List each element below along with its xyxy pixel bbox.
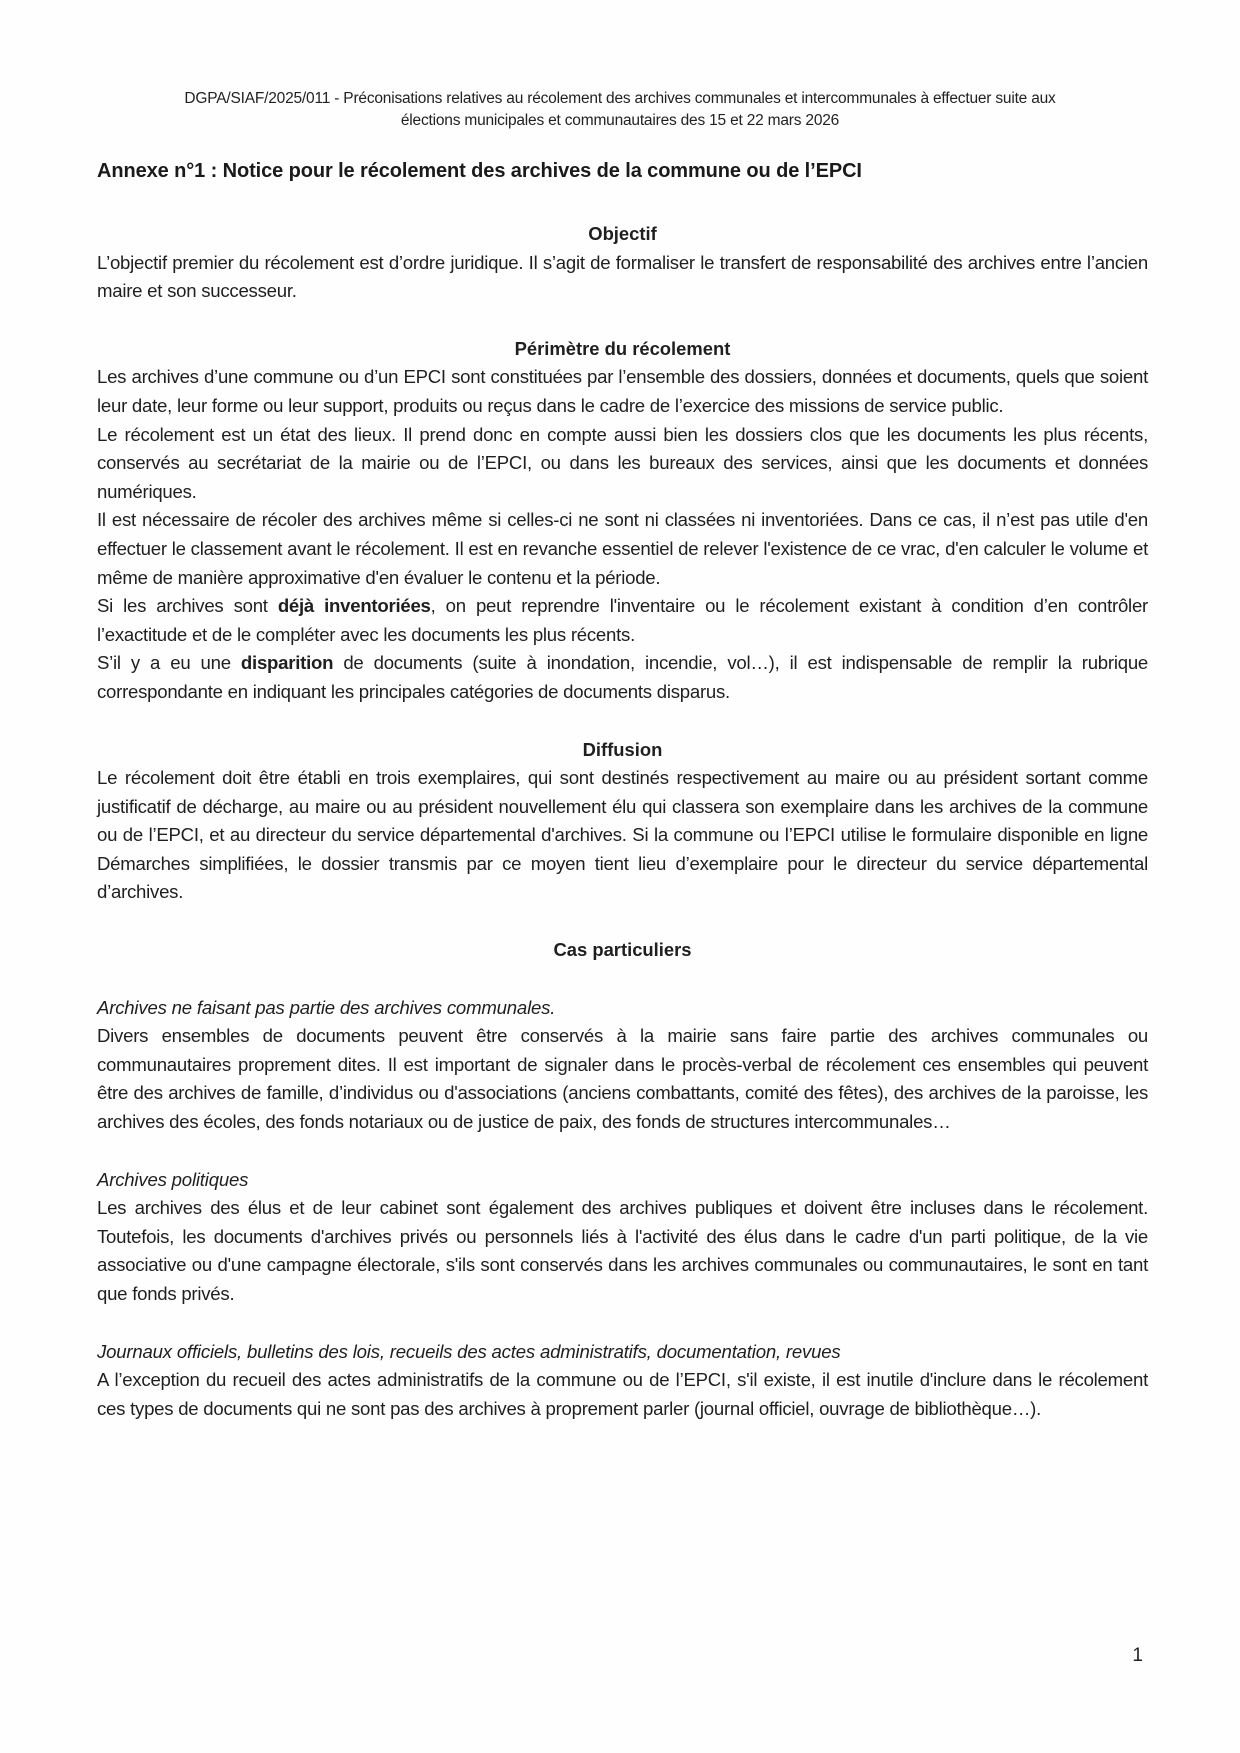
section-heading-objectif: Objectif [588,223,657,244]
section-heading-cas-particuliers: Cas particuliers [553,939,692,961]
section-perimetre [97,335,1148,707]
paragraph-archives-politiques: Les archives des élus et de leur cabinet sont également des archives publiques et doivent être incluses dans le récolement. Toutefois, les documents d'archives privés ou personnels liés à l'activité des élus dans le cadre d'un parti politique, de la vie associative ou d'une campagne électorale, s'ils sont conservés dans les archives communales ou communautaires, le sont en tant que fonds privés. [97,1197,1148,1304]
section-heading-diffusion: Diffusion [582,738,663,760]
cas-item-archives-politiques [97,1166,1148,1309]
p5-text-after: de documents (suite à inondation, incendie, vol…), il est indispensable de remplir la rubrique correspondante en indiquant les principales catégories de documents disparus. [97,652,1148,702]
perimetre-paragraph-5 [97,649,1148,706]
paragraph-journaux-officiels: A l’exception du recueil des actes administratifs de la commune ou de l’EPCI, s'il existe, il est inutile d'inclure dans le récolement ces types de documents qui ne sont pas des archives à proprement parler (journal officiel, ouvrage de bibliothèque…). [97,1369,1148,1419]
document-body [97,220,1148,1423]
subheading-archives-non-communales: Archives ne faisant pas partie des archives communales. [97,996,556,1018]
p5-text-before: S’il y a eu une [97,652,241,674]
annex-title: Annexe n°1 : Notice pour le récolement des archives de la commune ou de l’EPCI [97,160,862,182]
header-line-2: élections municipales et communautaires des 15 et 22 mars 2026 [400,112,840,129]
section-objectif [97,220,1148,306]
emphasis-deja-inventoriees: déjà inventoriées [277,595,431,617]
document-header [90,88,1150,132]
section-heading-perimetre: Périmètre du récolement [514,337,731,359]
p4-text-before: Si les archives sont [97,595,278,617]
objectif-paragraph: L’objectif premier du récolement est d’ordre juridique. Il s’agit de formaliser le transfert de responsabilité des archives entre l’ancien maire et son successeur. [97,251,1148,302]
cas-item-archives-non-communales [97,994,1148,1137]
page-number: 1 [1132,1645,1143,1666]
section-cas-particuliers [97,936,1148,1423]
header-line-1: DGPA/SIAF/2025/011 - Préconisations relatives au récolement des archives communales et intercommunales à effectuer suite aux [184,90,1056,107]
perimetre-paragraph-1: Les archives d’une commune ou d’un EPCI sont constituées par l’ensemble des dossiers, données et documents, quels que soient leur date, leur forme ou leur support, produits ou reçus dans le cadre de l’exercice des missions de service public. [97,366,1148,416]
subheading-archives-politiques: Archives politiques [97,1168,249,1190]
perimetre-paragraph-2: Le récolement est un état des lieux. Il prend donc en compte aussi bien les dossiers clos que les documents les plus récents, conservés au secrétariat de la mairie ou de l’EPCI, ou dans les bureaux des services, ainsi que les documents et données numériques. [97,423,1148,502]
perimetre-paragraph-3: Il est nécessaire de récoler des archives même si celles-ci ne sont ni classées ni inventoriées. Dans ce cas, il n’est pas utile d'en effectuer le classement avant le récolement. Il est en revanche essentiel de relever l'existence de ce vrac, d'en calculer le volume et même de manière approximative d'en évaluer le contenu et la période. [97,509,1148,588]
diffusion-paragraph: Le récolement doit être établi en trois exemplaires, qui sont destinés respectivement au maire ou au président sortant comme justificatif de décharge, au maire ou au président nouvellement élu qui classera son exemplaire dans les archives de la commune ou de l’EPCI, et au directeur du service départemental d'archives. Si la commune ou l’EPCI utilise le formulaire disponible en ligne Démarches simplifiées, le dossier transmis par ce moyen tient lieu d’exemplaire pour le directeur du service départemental d’archives. [97,767,1148,903]
perimetre-paragraph-4 [97,592,1148,649]
paragraph-archives-non-communales: Divers ensembles de documents peuvent être conservés à la mairie sans faire partie des archives communales ou communautaires proprement dites. Il est important de signaler dans le procès-verbal de récolement ces ensembles qui peuvent être des archives de famille, d’individus ou d'associations (anciens combattants, comité des fêtes), des archives de la paroisse, les archives des écoles, des fonds notariaux ou de justice de paix, des fonds de structures intercommunales… [97,1025,1148,1133]
section-diffusion [97,736,1148,908]
emphasis-disparition: disparition [240,652,334,674]
cas-item-journaux-officiels [97,1338,1148,1424]
subheading-journaux-officiels: Journaux officiels, bulletins des lois, recueils des actes administratifs, documentation, revues [97,1340,841,1362]
p4-text-after: , on peut reprendre l'inventaire ou le récolement existant à condition d’en contrôler l’exactitude et de le compléter avec les documents les plus récents. [97,595,1148,645]
